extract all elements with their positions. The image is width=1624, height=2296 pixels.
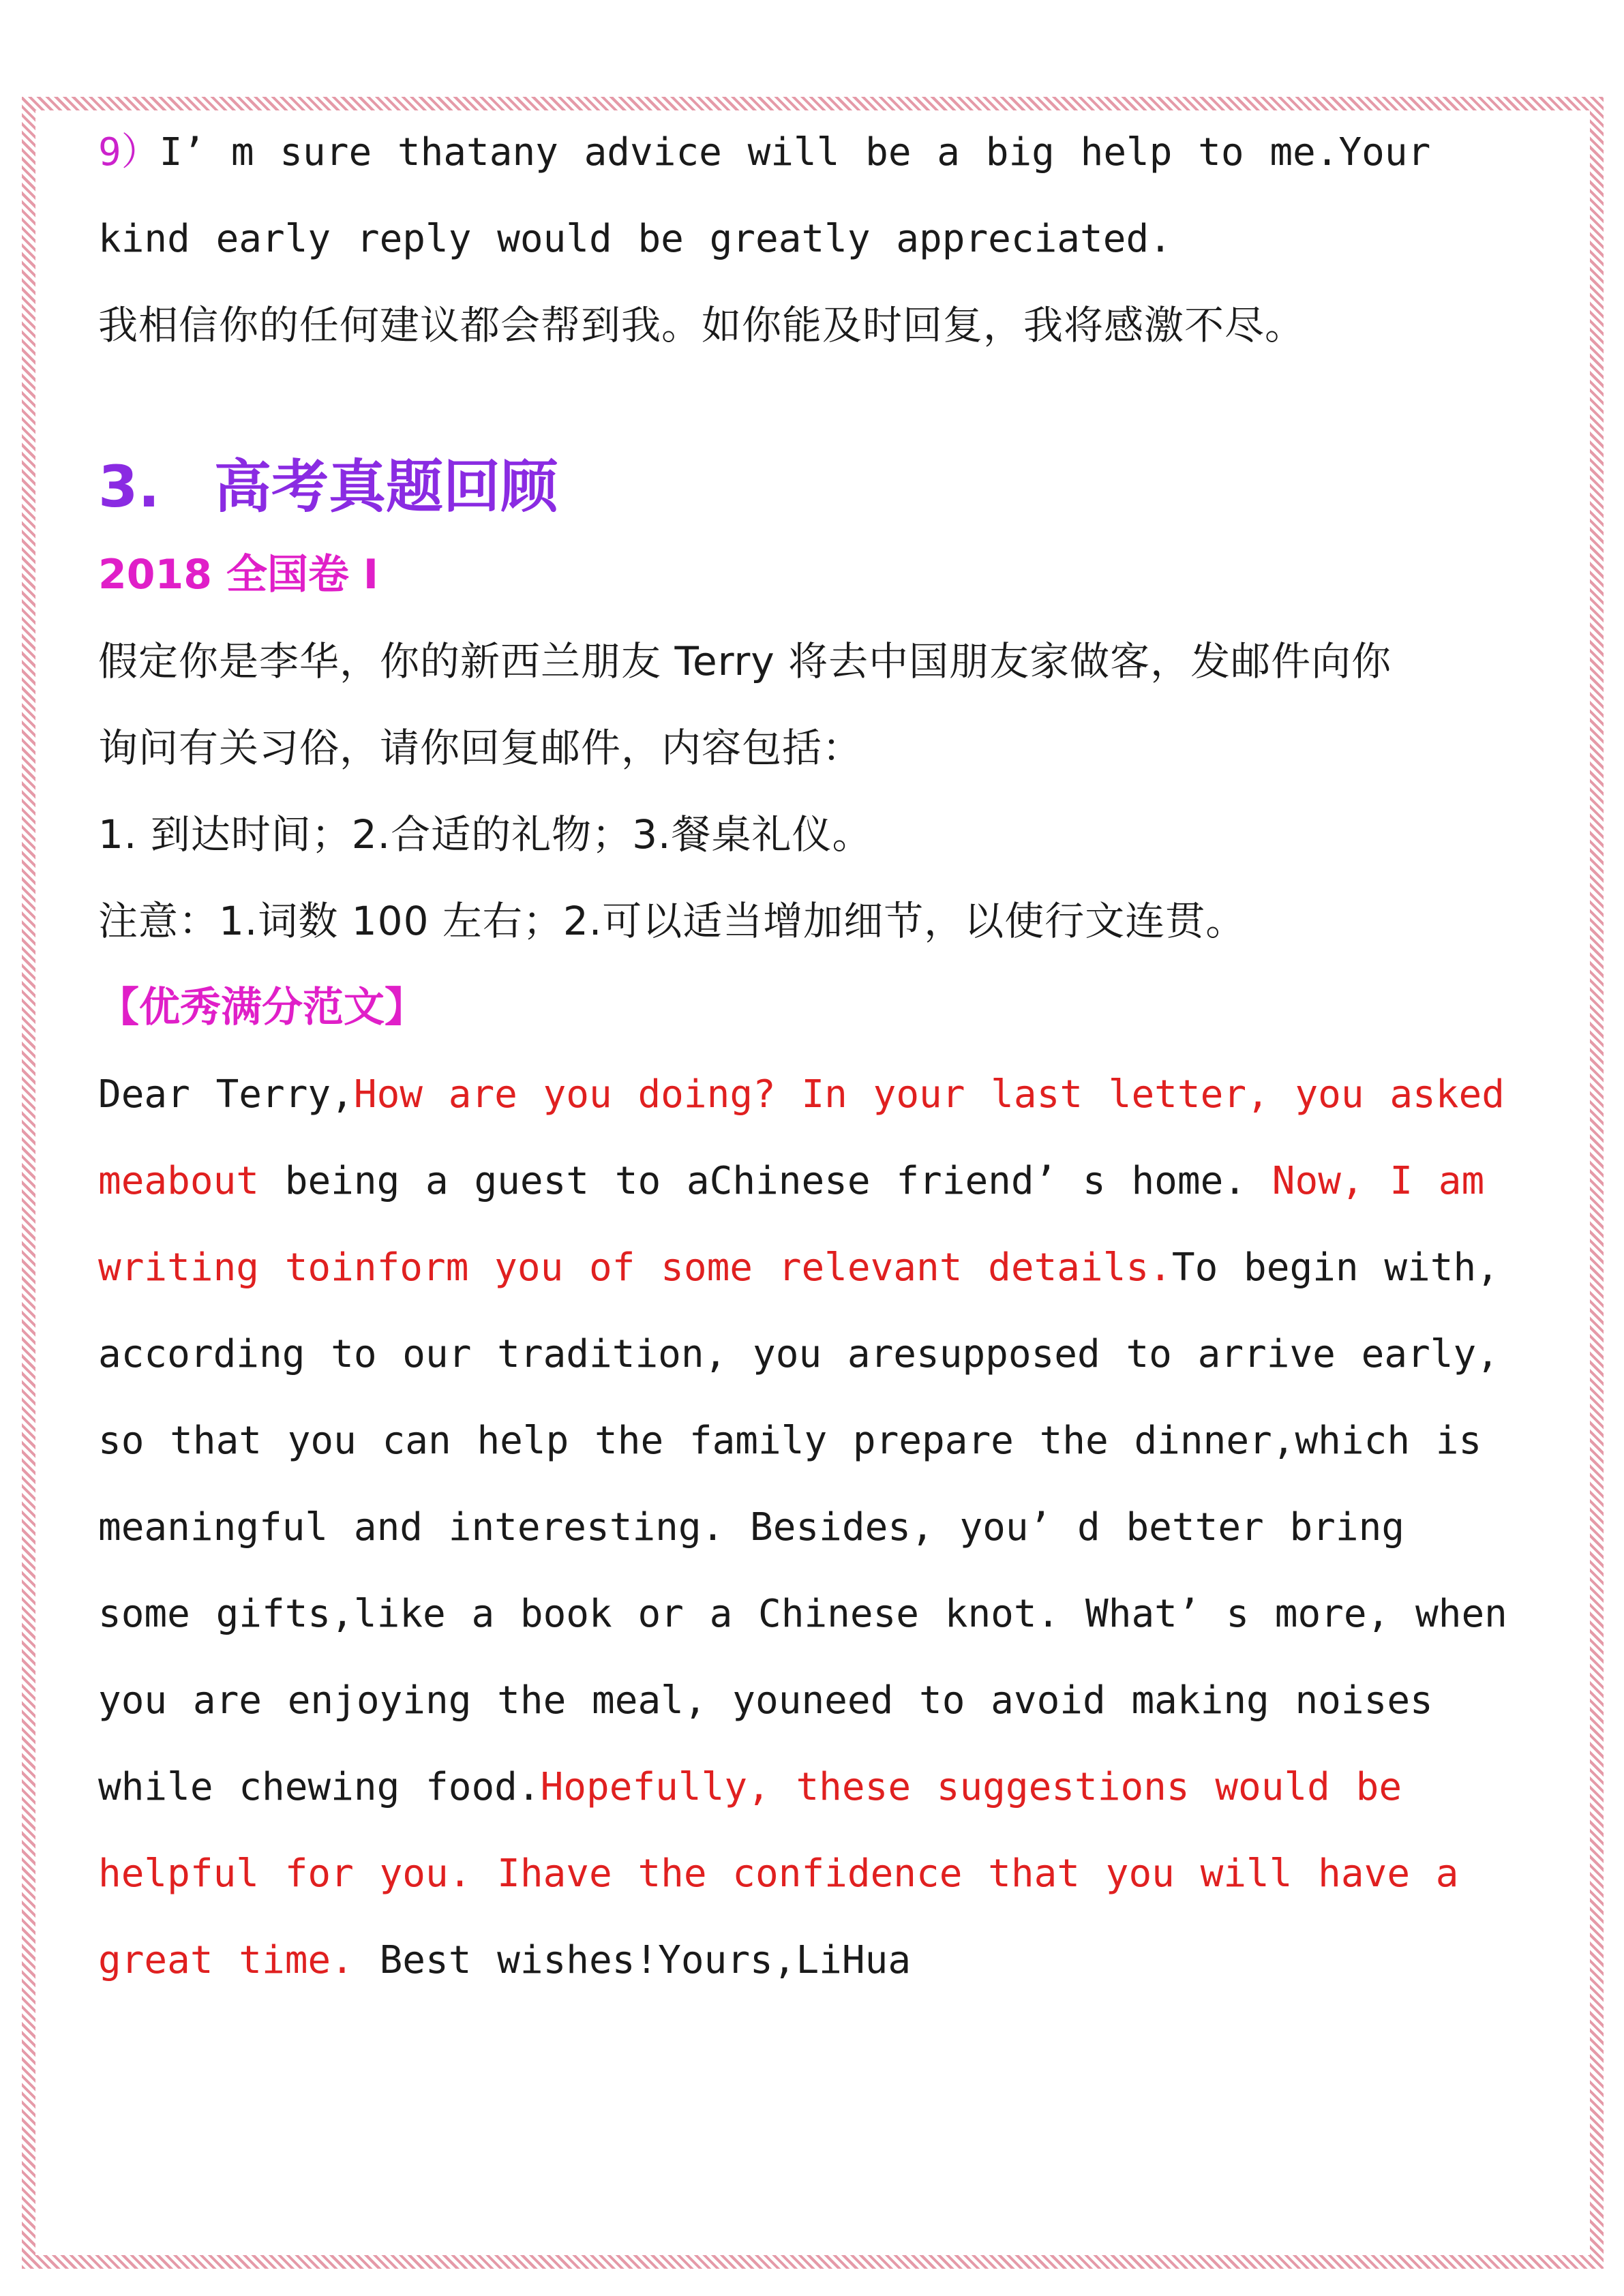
- sample-essay: [98, 1051, 1509, 2004]
- exam-block: [98, 532, 1509, 2004]
- essay-topic: being a guest to aChinese friend’ s home.: [259, 1159, 1272, 1203]
- sample-essay-label: 【优秀满分范文】: [98, 984, 425, 1031]
- exam-notes: 注意：1.词数 100 左右；2.可以适当增加细节，以使行文连贯。: [98, 898, 1246, 944]
- item-9-english-text: I’ m sure thatany advice will be a big help to me.Your kind early reply would be greatly appreciated.: [98, 130, 1431, 261]
- exam-prompt-line-1: 假定你是李华，你的新西兰朋友 Terry 将去中国朋友家做客，发邮件向你: [98, 638, 1392, 684]
- item-9-chinese: 我相信你的任何建议都会帮到我。如你能及时回复，我将感激不尽。: [98, 302, 1306, 348]
- essay-greeting: Dear Terry,: [98, 1072, 354, 1117]
- essay-signoff: Best wishes!Yours,LiHua: [353, 1938, 912, 1982]
- item-9-english: [98, 109, 1509, 282]
- essay-purpose-highlight: Now, I am writing toinform you of some relevant details.: [98, 1159, 1485, 1290]
- item-9-number: 9）: [98, 130, 160, 175]
- page-content: [98, 109, 1509, 1982]
- section-number: 3.: [98, 453, 160, 520]
- essay-body: To begin with, according to our tradition, you aresupposed to arrive early, so that you can help the family prepare the dinner,which is meaningful and interesting. Besides, you’ d better bring some gifts,like a book or a Chinese knot. What’ s more, when you are enjoying the meal, youneed to avoid making noises while chewing food.: [98, 1245, 1507, 1809]
- section-title: 高考真题回顾: [214, 453, 558, 520]
- section-heading: [98, 443, 558, 530]
- exam-prompt-line-2: 询问有关习俗，请你回复邮件，内容包括：: [98, 725, 863, 771]
- essay-opening-highlight: How are you doing? In your last letter, you asked meabout: [98, 1072, 1505, 1203]
- exam-label: 2018 全国卷 I: [98, 551, 379, 599]
- essay-closing-highlight: Hopefully, these suggestions would be helpful for you. Ihave the confidence that you will have a great time.: [98, 1765, 1459, 1982]
- exam-points: 1. 到达时间；2.合适的礼物；3.餐桌礼仪。: [98, 811, 873, 858]
